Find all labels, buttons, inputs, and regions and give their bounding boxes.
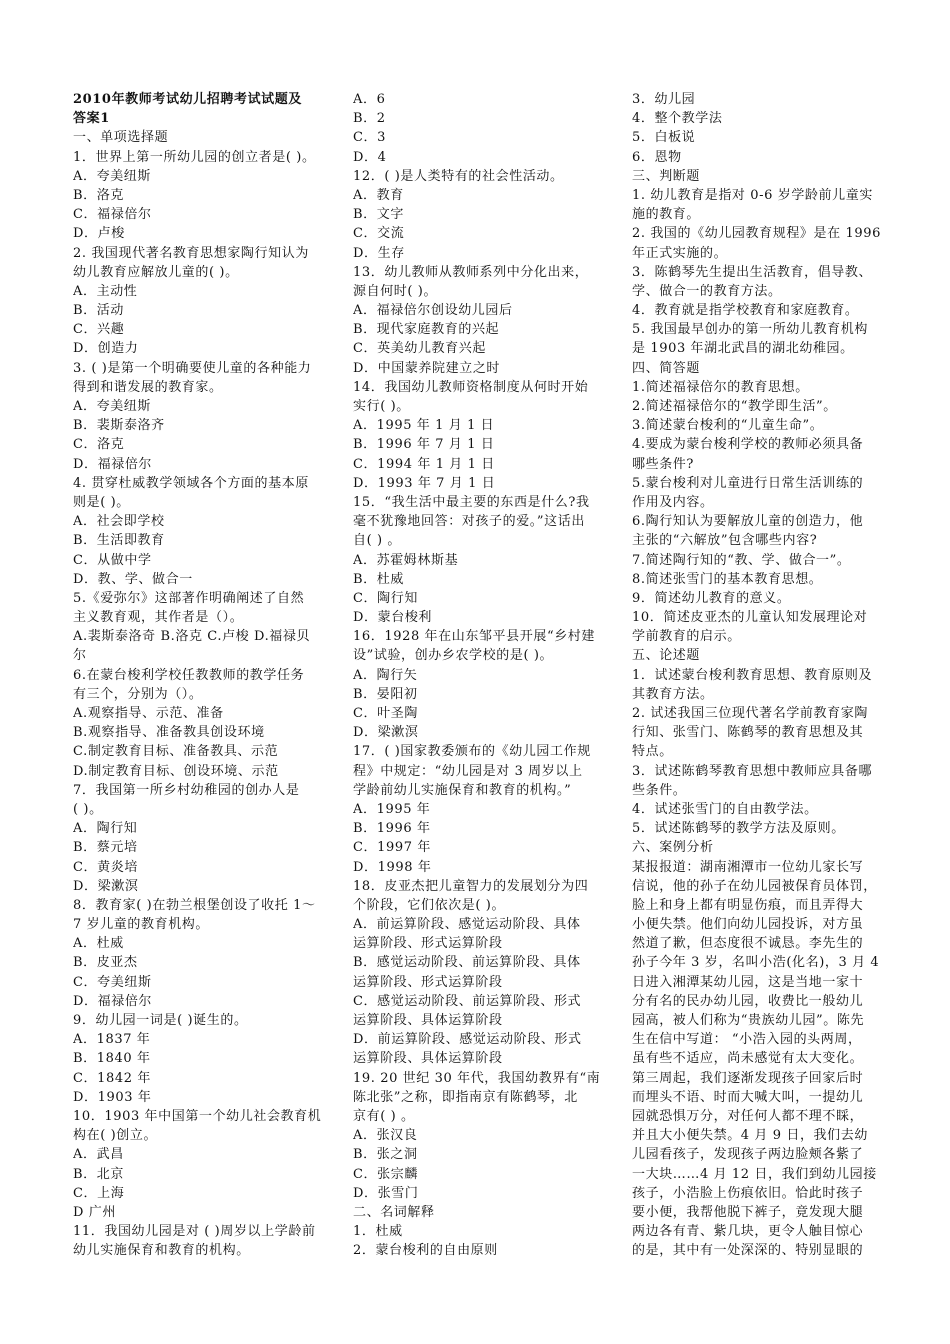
- text-line: D．中国蒙养院建立之时: [353, 360, 501, 376]
- text-line: 4.要成为蒙台梭利学校的教师必须具备: [632, 437, 864, 453]
- text-line: A．张汉良: [353, 1128, 418, 1144]
- text-line: 14．我国幼儿教师资格制度从何时开始: [353, 379, 589, 395]
- text-line: 其教育方法。: [632, 686, 714, 702]
- text-line: 设”试验，创办乡农学校的是( )。: [353, 648, 554, 664]
- text-line: 6．恩物: [632, 149, 682, 165]
- text-line: 5.《爱弥尔》这部著作明确阐述了自然: [73, 590, 305, 606]
- text-line: C．兴趣: [73, 322, 125, 338]
- text-line: 7 岁儿童的教育机构。: [73, 917, 210, 933]
- text-line: C．1997 年: [353, 840, 431, 856]
- text-line: C．上海: [73, 1185, 125, 1201]
- text-line: 自( ) 。: [353, 533, 402, 549]
- text-line: 运算阶段、具体运算阶段: [353, 1013, 503, 1028]
- column-left: [73, 90, 323, 1260]
- text-line: 2．蒙台梭利的自由原则: [353, 1243, 498, 1259]
- text-line: C．1842 年: [73, 1070, 151, 1086]
- text-line: A．陶行知: [73, 821, 138, 837]
- text-line: 哪些条件?: [632, 456, 694, 472]
- text-line: C．洛克: [73, 437, 125, 453]
- text-line: A.观察指导、示范、准备: [73, 706, 224, 721]
- text-line: B．1996 年: [353, 821, 431, 837]
- text-line: 运算阶段、形式运算阶段: [353, 936, 503, 952]
- text-line: C．感觉运动阶段、前运算阶段、形式: [353, 993, 582, 1009]
- text-line: 实行( )。: [353, 399, 410, 414]
- text-line: 19. 20 世纪 30 年代，我国幼教界有“南: [353, 1070, 601, 1086]
- text-line: A．苏霍姆林斯基: [353, 552, 459, 568]
- text-line: D.制定教育目标、创设环境、示范: [73, 763, 279, 779]
- text-line: C．3: [353, 130, 387, 146]
- text-line: B．皮亚杰: [73, 955, 138, 971]
- text-line: B．2: [353, 111, 386, 127]
- text-line: D 广州: [73, 1204, 116, 1220]
- text-line: D．张雪门: [353, 1185, 419, 1201]
- text-line: 学、做合一的教育方法。: [632, 283, 782, 299]
- text-line: 信说，他的孙子在幼儿园被保育员体罚，: [632, 878, 877, 894]
- text-line: 10．1903 年中国第一个幼儿社会教育机: [73, 1108, 322, 1124]
- text-line: 1. 幼儿教育是指对 0-6 岁学龄前儿童实: [632, 187, 873, 203]
- text-line: D．梁漱溟: [353, 725, 419, 741]
- text-line: D．蒙台梭利: [353, 610, 433, 626]
- text-line: D．卢梭: [73, 226, 125, 242]
- text-line: D．教、学、做合一: [73, 571, 193, 587]
- text-line: B．1996 年 7 月 1 日: [353, 437, 495, 453]
- text-line: 而埋头不语、时而大喊大叫，一提幼儿: [632, 1089, 864, 1105]
- text-line: 得到和谐发展的教育家。: [73, 379, 223, 395]
- text-line: 3.简述蒙台梭利的“儿童生命”。: [632, 418, 824, 434]
- text-line: B．洛克: [73, 187, 124, 203]
- text-line: D．前运算阶段、感觉运动阶段、形式: [353, 1032, 582, 1048]
- text-line: 2. 我国的《幼儿园教育规程》是在 1996: [632, 226, 881, 242]
- text-line: A．1995 年 1 月 1 日: [353, 418, 495, 434]
- text-line: 年正式实施的。: [632, 245, 728, 261]
- text-line: 然道了歉，但态度很不诚恳。李先生的: [632, 936, 864, 952]
- text-line: C．夸美纽斯: [73, 974, 152, 990]
- text-line: 学龄前幼儿实施保育和教育的机构。”: [353, 782, 572, 798]
- text-line: 两边各有青、紫几块，更令人触目惊心: [632, 1224, 864, 1240]
- text-line: 9．幼儿园一词是( )诞生的。: [73, 1013, 248, 1028]
- text-line: D．4: [353, 149, 387, 165]
- text-line: 脸上和身上都有明显伤痕，而且弄得大: [632, 897, 864, 913]
- text-line: A．夸美纽斯: [73, 168, 151, 184]
- text-line: 四、简答题: [632, 360, 701, 376]
- text-line: B．杜威: [353, 571, 404, 587]
- text-line: 1.简述福禄倍尔的教育思想。: [632, 379, 809, 395]
- text-line: A．社会即学校: [73, 514, 165, 530]
- text-line: ( )。: [73, 801, 103, 817]
- text-line: C．福禄倍尔: [73, 207, 152, 223]
- text-line: 7.简述陶行知的“教、学、做合一”。: [632, 552, 851, 568]
- text-line: 并且大小便失禁。4 月 9 日，我们去幼: [632, 1128, 868, 1144]
- text-line: 的是，其中有一处深深的、特别显眼的: [632, 1243, 864, 1259]
- text-line: 2. 试述我国三位现代著名学前教育家陶: [632, 706, 868, 721]
- text-line: 4．教育就是指学校教育和家庭教育。: [632, 303, 859, 319]
- text-line: C．从做中学: [73, 552, 152, 568]
- text-line: 3．试述陈鹤琴教育思想中教师应具备哪: [632, 763, 873, 779]
- text-line: 16．1928 年在山东邹平县开展“乡村建: [353, 629, 596, 645]
- text-line: 日进入湘潭某幼儿园，这是当地一家十: [632, 974, 864, 990]
- text-line: 个阶段，它们依次是( )。: [353, 897, 506, 913]
- text-line: 京有( ) 。: [353, 1108, 415, 1124]
- text-line: A．夸美纽斯: [73, 399, 151, 414]
- text-line: 3．陈鹤琴先生提出生活教育，倡导教、: [632, 264, 873, 280]
- text-line: A．教育: [353, 187, 404, 203]
- text-line: A．杜威: [73, 936, 124, 952]
- text-line: B．晏阳初: [353, 686, 418, 702]
- text-line: C．交流: [353, 226, 405, 242]
- text-line: B．生活即教育: [73, 533, 165, 549]
- text-line: 1．杜威: [353, 1224, 403, 1240]
- text-line: B．张之洞: [353, 1147, 418, 1163]
- text-line: C．黄炎培: [73, 859, 138, 875]
- text-line: B．1840 年: [73, 1051, 151, 1067]
- text-line: 儿园看孩子，发现孩子两边脸颊各紫了: [632, 1147, 864, 1163]
- text-line: 尔: [73, 648, 87, 664]
- text-line: 4．试述张雪门的自由教学法。: [632, 801, 818, 817]
- text-line: 则是( )。: [73, 494, 130, 510]
- text-line: A．武昌: [73, 1147, 124, 1163]
- text-line: 9．简述幼儿教育的意义。: [632, 590, 791, 606]
- text-line: 小便失禁。他们向幼儿园投诉，对方虽: [632, 917, 864, 933]
- text-line: 毫不犹豫地回答：对孩子的爱。”这话出: [353, 514, 585, 530]
- text-line: 6.在蒙台梭利学校任教教师的教学任务: [73, 667, 305, 683]
- text-line: 6.陶行知认为要解放儿童的创造力，他: [632, 514, 864, 530]
- text-line: 5.蒙台梭利对儿童进行日常生活训练的: [632, 475, 864, 491]
- text-line: D．1993 年 7 月 1 日: [353, 475, 496, 491]
- text-line: 12．( )是人类特有的社会性活动。: [353, 168, 564, 184]
- text-line: D．1998 年: [353, 859, 432, 875]
- text-line: 分有名的民办幼儿园，收费比一般幼儿: [632, 993, 864, 1009]
- text-line: 一大块……4 月 12 日，我们到幼儿园接: [632, 1166, 877, 1182]
- text-line: D．梁漱溟: [73, 878, 139, 894]
- text-line: 5．试述陈鹤琴的教学方法及原则。: [632, 821, 845, 837]
- text-line: 幼儿教育应解放儿童的( )。: [73, 264, 239, 280]
- text-line: 5. 我国最早创办的第一所幼儿教育机构: [632, 322, 868, 338]
- text-line: 7．我国第一所乡村幼稚园的创办人是: [73, 782, 300, 798]
- text-line: 2.简述福禄倍尔的“教学即生活”。: [632, 399, 837, 414]
- text-line: A．主动性: [73, 283, 138, 299]
- text-line: 11．我国幼儿园是对 ( )周岁以上学龄前: [73, 1224, 316, 1240]
- text-line: 源自何时( )。: [353, 283, 438, 299]
- text-line: 有三个，分别为（）。: [73, 686, 203, 702]
- text-line: C．叶圣陶: [353, 706, 418, 721]
- text-line: 答案1: [73, 111, 110, 127]
- text-line: A．福禄倍尔创设幼儿园后: [353, 303, 513, 319]
- text-line: 5．白板说: [632, 130, 696, 146]
- text-line: 8.简述张雪门的基本教育思想。: [632, 571, 823, 587]
- text-line: C．张宗麟: [353, 1166, 418, 1182]
- text-line: 10．简述皮亚杰的儿童认知发展理论对: [632, 610, 868, 626]
- text-line: 4．整个教学法: [632, 111, 723, 127]
- text-line: 4. 贯穿杜威教学领域各个方面的基本原: [73, 475, 309, 491]
- text-line: B.观察指导、准备教具创设环境: [73, 725, 265, 741]
- text-line: B．现代家庭教育的兴起: [353, 322, 500, 338]
- text-line: 施的教育。: [632, 207, 701, 223]
- text-line: B．文字: [353, 207, 404, 223]
- text-line: D．福禄倍尔: [73, 456, 153, 472]
- text-line: 特点。: [632, 744, 673, 760]
- text-line: 一、单项选择题: [73, 130, 169, 146]
- text-line: A.裴斯泰洛奇 B.洛克 C.卢梭 D.福禄贝: [73, 629, 311, 645]
- text-line: C.制定教育目标、准备教具、示范: [73, 744, 279, 760]
- text-line: D．福禄倍尔: [73, 993, 153, 1009]
- text-line: A．1995 年: [353, 801, 431, 817]
- text-line: D．生存: [353, 245, 405, 261]
- text-line: A．前运算阶段、感觉运动阶段、具体: [353, 917, 581, 933]
- text-line: 某报报道：湖南湘潭市一位幼儿家长写: [632, 859, 864, 875]
- text-line: 孩子，小浩脸上伤痕依旧。恰此时孩子: [632, 1185, 864, 1201]
- text-line: 孙子今年 3 岁，名叫小浩(化名)，3 月 4: [632, 955, 880, 971]
- text-line: B．感觉运动阶段、前运算阶段、具体: [353, 955, 581, 971]
- text-line: 虽有些不适应，尚未感觉有太大变化。: [632, 1051, 864, 1067]
- text-line: 生在信中写道： “小浩入园的头两周，: [632, 1032, 862, 1048]
- column-right: [632, 90, 882, 1260]
- text-line: B．蔡元培: [73, 840, 138, 856]
- text-line: 作用及内容。: [632, 494, 714, 510]
- text-line: 三、判断题: [632, 168, 701, 184]
- text-line: 幼儿实施保育和教育的机构。: [73, 1243, 250, 1259]
- text-line: C．英美幼儿教育兴起: [353, 341, 486, 357]
- text-line: 2. 我国现代著名教育思想家陶行知认为: [73, 245, 309, 261]
- text-line: 主张的“六解放”包含哪些内容?: [632, 533, 818, 549]
- text-line: 3．幼儿园: [632, 92, 696, 107]
- text-line: 园高，被人们称为“贵族幼儿园”。陈先: [632, 1013, 865, 1028]
- text-line: 1．试述蒙台梭利教育思想、教育原则及: [632, 667, 873, 683]
- text-line: 主义教育观，其作者是（）。: [73, 610, 244, 626]
- text-line: B．活动: [73, 303, 124, 319]
- text-line: A．陶行矢: [353, 667, 418, 683]
- text-line: 要小便，我帮他脱下裤子，竟发现大腿: [632, 1204, 864, 1220]
- text-line: 园就恐惧万分，对任何人都不理不睬，: [632, 1108, 864, 1124]
- text-line: 第三周起，我们逐渐发现孩子回家后时: [632, 1070, 864, 1086]
- text-line: 学前教育的启示。: [632, 629, 741, 645]
- text-line: 2010年教师考试幼儿招聘考试试题及: [73, 92, 302, 107]
- text-line: D．1903 年: [73, 1089, 152, 1105]
- text-line: 行知、张雪门、陈鹤琴的教育思想及其: [632, 725, 864, 741]
- text-line: 1．世界上第一所幼儿园的创立者是( )。: [73, 149, 316, 165]
- text-line: A．6: [353, 92, 386, 107]
- text-line: A．1837 年: [73, 1032, 151, 1048]
- text-line: 15．“我生活中最主要的东西是什么?我: [353, 494, 590, 510]
- text-line: 五、论述题: [632, 648, 701, 664]
- text-line: C．1994 年 1 月 1 日: [353, 456, 495, 472]
- text-line: 是 1903 年湖北武昌的湖北幼稚园。: [632, 341, 854, 357]
- text-line: 些条件。: [632, 782, 687, 798]
- text-line: B．裴斯泰洛齐: [73, 418, 165, 434]
- text-line: 13．幼儿教师从教师系列中分化出来，: [353, 264, 589, 280]
- column-middle: [353, 90, 601, 1260]
- text-line: 六、案例分析: [632, 840, 714, 856]
- text-line: 3. ( )是第一个明确要使儿童的各种能力: [73, 360, 312, 376]
- text-line: 17．( )国家教委颁布的《幼儿园工作规: [353, 744, 591, 760]
- text-line: 8．教育家( )在勃兰根堡创设了收托 1～: [73, 897, 316, 913]
- text-line: C．陶行知: [353, 590, 418, 606]
- text-line: 程》中规定：“幼儿园是对 3 周岁以上: [353, 763, 583, 779]
- text-line: D．创造力: [73, 341, 139, 357]
- text-line: B．北京: [73, 1166, 124, 1182]
- text-line: 陈北张”之称，即指南京有陈鹤琴，北: [353, 1089, 578, 1105]
- text-line: 构在( )创立。: [73, 1128, 158, 1144]
- text-line: 运算阶段、具体运算阶段: [353, 1051, 503, 1067]
- text-line: 二、名词解释: [353, 1204, 435, 1220]
- text-line: 18．皮亚杰把儿童智力的发展划分为四: [353, 878, 589, 894]
- text-line: 运算阶段、形式运算阶段: [353, 974, 503, 990]
